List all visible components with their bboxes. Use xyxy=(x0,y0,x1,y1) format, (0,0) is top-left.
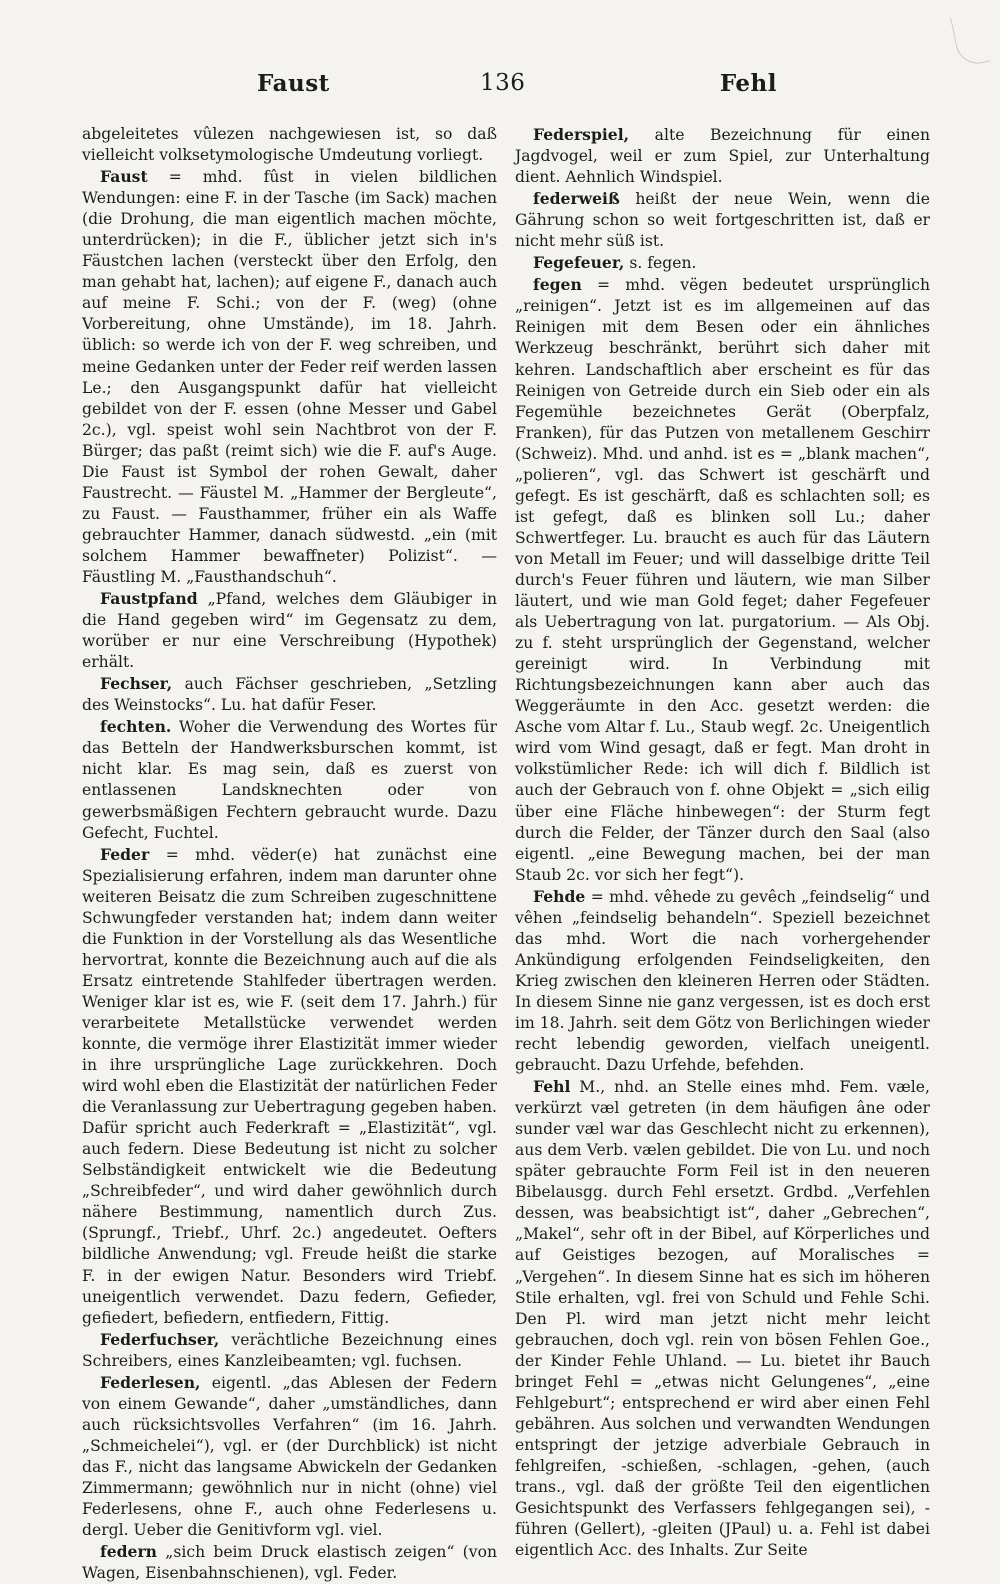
entry-headword: federweiß xyxy=(533,189,620,209)
dictionary-entry xyxy=(82,124,497,166)
entry-headword: Faust xyxy=(100,167,148,187)
entry-text: verächtliche Bezeichnung eines Schreibers, eines Kanzleibeamten; vgl. fuchsen. xyxy=(82,1330,497,1370)
dictionary-entry xyxy=(515,252,930,274)
entry-text: s. fegen. xyxy=(629,254,697,273)
entry-text: = mhd. vêhede zu gevêch „feindselig“ und vêhen „feindselig behandeln“. Speziell bezeichnet das mhd. Wort die nach vorhergehender Ankündigung erfolgenden Feindseligkeiten, den Krieg zwischen den kleineren Herren oder Städten. In diesem Sinne nie ganz vergessen, ist es doch erst im 18. Jahrh. seit dem Götz von Berlichingen wieder recht lebendig geworden, vielfach uneigentl. gebraucht. Dazu Urfehde, befehden. xyxy=(515,887,930,1075)
header-left-word: Faust xyxy=(257,70,330,97)
running-header xyxy=(82,70,937,104)
left-column xyxy=(82,124,497,1583)
entry-headword: Fehde xyxy=(533,886,586,906)
entry-text: Woher die Verwendung des Wortes für das Betteln der Handwerksburschen kommt, ist nicht klar. Es mag sein, daß es zuerst von entlassenen Landsknechten oder von gewerbsmäßigen Fechtern gebraucht wurde. Dazu Gefecht, Fuchtel. xyxy=(82,718,497,842)
entry-text: abgeleitetes vûlezen nachgewiesen ist, so daß vielleicht volksetymologische Umdeutung vorliegt. xyxy=(82,125,497,165)
entry-headword: federn xyxy=(100,1542,158,1562)
dictionary-entry xyxy=(515,886,930,1076)
entry-headword: fechten. xyxy=(100,717,172,737)
entry-headword: Federfuchser, xyxy=(100,1329,220,1349)
entry-headword: Federlesen, xyxy=(100,1372,201,1392)
entry-text: „sich beim Druck elastisch zeigen“ (von Wagen, Eisenbahnschienen), vgl. Feder. xyxy=(82,1543,497,1583)
entry-text: = mhd. vëder(e) hat zunächst eine Spezialisierung erfahren, indem man darunter ohne weiteren Beisatz die zum Schreiben zugeschnittene Schwungfeder verstanden hat; indem dann weiter die Funktion in der Vorstellung als das Wesentliche hervortrat, konnte die Bezeichnung auch auf die als Ersatz eintretende Stahlfeder übertragen werden. Weniger klar ist es, wie F. (seit dem 17. Jahrh.) für verarbeitete Metallstücke verwendet werden konnte, die vermöge ihrer Elastizität immer wieder in ihre ursprüngliche Lage zurückkehren. Doch wird wohl eben die Elastizität der natürlichen Feder die Veranlassung zur Uebertragung gegeben haben. Dafür spricht auch Federkraft = „Elastizität“, vgl. auch federn. Diese Bedeutung ist nicht zu solcher Selbständigkeit entwickelt wie die Bedeutung „Schreibfeder“, und wird daher gewöhnlich durch nähere Bestimmung, namentlich durch Zus. (Sprungf., Triebf., Uhrf. 2c.) angedeutet. Oefters bildliche Anwendung; vgl. Freude heißt die starke F. in der ewigen Natur. Besonders wird Triebf. uneigentlich verwendet. Dazu federn, Gefieder, gefiedert, befiedern, entfiedern, Fittig. xyxy=(82,845,497,1327)
entry-headword: fegen xyxy=(533,275,582,295)
dictionary-entry xyxy=(82,1372,497,1541)
entry-text: eigentl. „das Ablesen der Federn von einem Gewande“, daher „umständliches, dann auch rücksichtsvolles Verfahren“ (im 16. Jahrh. „Schmeichelei“), vgl. er (der Durchblick) ist nicht das F., nicht das langsame Abwickeln der Gedanken Zimmermann; gewöhnlich nur in nicht (ohne) viel Federlesens, ohne F., auch ohne Federlesens u. dergl. Ueber die Genitivform vgl. viel. xyxy=(82,1373,497,1540)
entry-headword: Fegefeuer, xyxy=(533,253,625,273)
entry-text: alte Bezeichnung für einen Jagdvogel, weil er zum Spiel, zur Unterhaltung dient. Aehnlich Windspiel. xyxy=(515,126,930,187)
dictionary-entry xyxy=(82,588,497,673)
entry-text: = mhd. fûst in vielen bildlichen Wendungen: eine F. in der Tasche (im Sack) machen (die Drohung, die man eigentlich machen möchte, unterdrücken); in die F., üblicher jetzt sich in's Fäustchen lachen (versteckt über den Erfolg, den man gehabt hat, lachen); auf eigene F., danach auch auf meine F. Schi.; von der F. (weg) (ohne Vorbereitung, ohne Umstände), im 18. Jahrh. üblich: so werde ich von der F. weg schreiben, und meine Gedanken unter der Feder reif werden lassen Le.; den Ausgangspunkt dafür hat vielleicht gebildet von der F. essen (ohne Messer und Gabel 2c.), vgl. speist wohl sein Nachtbrot von der F. Bürger; das paßt (reimt sich) wie die F. auf's Auge. Die Faust ist Symbol der rohen Gewalt, daher Faustrecht. — Fäustel M. „Hammer der Bergleute“, zu Faust. — Fausthammer, früher ein als Waffe gebrauchter Hammer, danach südwestd. „ein (mit solchem Hammer bewaffneter) Polizist“. — Fäustling M. „Fausthandschuh“. xyxy=(82,168,497,586)
dictionary-entry xyxy=(515,274,930,885)
entry-text: „Pfand, welches dem Gläubiger in die Hand gegeben wird“ im Gegensatz zu dem, worüber er nur eine Verschreibung (Hypothek) erhält. xyxy=(82,590,497,672)
page-number: 136 xyxy=(480,70,526,96)
entry-headword: Fehl xyxy=(533,1077,571,1097)
page-corner-mark xyxy=(950,11,991,67)
entry-text: M., nhd. an Stelle eines mhd. Fem. væle, verkürzt væl getreten (in dem häufigen âne oder sunder væl war das Geschlecht nicht zu erkennen), aus dem Verb. vælen gebildet. Die von Lu. und noch später gebrauchte Form Feil ist in den neueren Bibelausgg. durch Fehl ersetzt. Grdbd. „Verfehlen dessen, was beabsichtigt ist“, daher „Gebrechen“, „Makel“, sehr oft in der Bibel, auf Körperliches und auf Geistiges bezogen, auf Moralisches = „Vergehen“. In diesem Sinne hat es sich im höheren Stile erhalten, vgl. frei von Schuld und Fehle Schi. Den Pl. wird man jetzt nicht mehr leicht gebrauchen, doch vgl. rein von bösen Fehlen Goe., der Kinder Fehle Uhland. — Lu. bietet ihr Bauch bringet Fehl = „etwas nicht Gelungenes“, „eine Fehlgeburt“; entsprechend er wird aber einen Fehl gebähren. Aus solchen und verwandten Wendungen entspringt der jetzige adverbiale Gebrauch in fehlgreifen, -schießen, -schlagen, -gehen, (auch trans., vgl. daß der größte Teil den eigentlichen Gesichtspunkt des Verfassers fehlgegangen sei), -führen (Gellert), -gleiten (JPaul) u. a. Fehl ist dabei eigentlich Acc. des Inhalts. Zur Seite xyxy=(515,1078,930,1560)
entry-headword: Feder xyxy=(100,844,150,864)
header-right-word: Fehl xyxy=(719,70,777,97)
entry-headword: Federspiel, xyxy=(533,125,630,144)
dictionary-entry xyxy=(515,124,930,188)
dictionary-entry xyxy=(82,1541,497,1584)
entry-headword: Fechser, xyxy=(100,674,173,694)
entry-text: heißt der neue Wein, wenn die Gährung schon so weit fortgeschritten ist, daß er nicht mehr süß ist. xyxy=(515,190,930,251)
dictionary-entry xyxy=(82,673,497,716)
entry-text: auch Fächser geschrieben, „Setzling des Weinstocks“. Lu. hat dafür Feser. xyxy=(82,675,497,715)
dictionary-entry xyxy=(515,1076,930,1561)
dictionary-entry xyxy=(82,166,497,588)
entry-text: = mhd. vëgen bedeutet ursprünglich „reinigen“. Jetzt ist es im allgemeinen auf das Reinigen mit dem Besen oder ein ähnliches Werkzeug beschränkt, berührt sich daher mit kehren. Landschaftlich aber erscheint es für das Reinigen von Getreide durch ein Sieb oder ein als Fegemühle bezeichnetes Gerät (Oberpfalz, Franken), für das Putzen von metallenem Geschirr (Schweiz). Mhd. und anhd. ist es = „blank machen“, „polieren“, vgl. das Schwert ist geschärft und gefegt. Es ist geschärft, daß es schlachten soll; es ist gefegt, daß es blinken soll Lu.; daher Schwertfeger. Lu. braucht es auch für das Läutern von Metall im Feuer; und will dasselbige dritte Teil durch's Feuer führen und läutern, wie man Silber läutert, und wie man Gold feget; daher Fegefeuer als Uebertragung von lat. purgatorium. — Als Obj. zu f. steht ursprünglich der Gegenstand, welcher gereinigt wird. In Verbindung mit Richtungsbezeichnungen kann aber auch das Weggeräumte in den Acc. gesetzt werden: die Asche vom Altar f. Lu., Staub wegf. 2c. Uneigentlich wird vom Wind gesagt, daß er fegt. Man droht in volkstümlicher Rede: ich will dich f. Bildlich ist auch der Gebrauch von f. ohne Objekt = „sich eilig über eine Fläche hinbewegen“: der Sturm fegt durch die Felder, der Tänzer durch den Saal (also eigentl. „eine Bewegung machen, bei der man Staub 2c. vor sich her fegt“). xyxy=(515,276,930,884)
entry-headword: Faustpfand xyxy=(100,589,198,609)
dictionary-entry xyxy=(515,188,930,252)
right-column xyxy=(515,124,930,1560)
dictionary-entry xyxy=(82,716,497,843)
dictionary-entry xyxy=(82,844,497,1329)
dictionary-entry xyxy=(82,1329,497,1372)
